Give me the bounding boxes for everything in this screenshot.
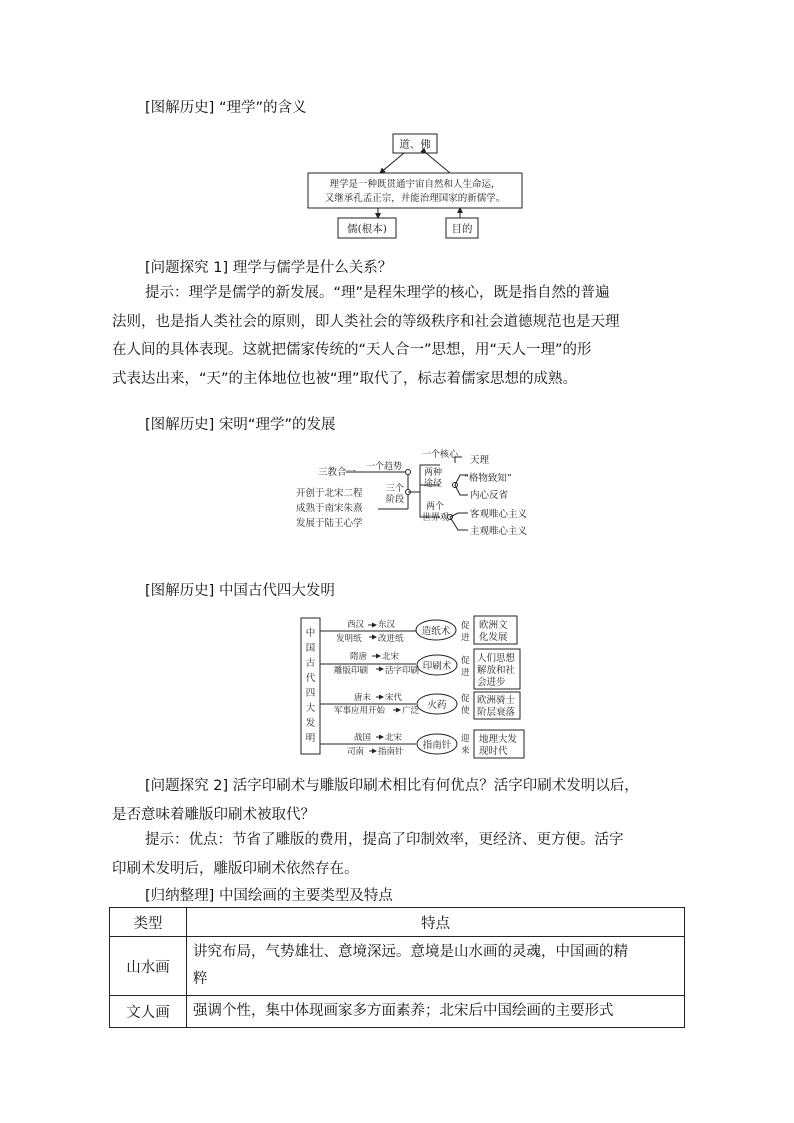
- root-line-3: 发展于陆王心学: [296, 518, 363, 529]
- stage-from: 司南: [347, 747, 365, 757]
- stage-from: 军事应用开始: [334, 706, 386, 716]
- invention-printing: 印刷术: [422, 661, 452, 672]
- verb-char: 使: [461, 706, 470, 716]
- text-dao-fo: 道、佛: [399, 138, 431, 151]
- section-tag: [归纳整理]: [145, 888, 215, 904]
- root-char: 古: [305, 658, 316, 669]
- cell-type: 文人画: [110, 996, 187, 1028]
- outcome-line: 阶层衰落: [477, 707, 516, 718]
- diagram-lixue-development: [290, 445, 550, 543]
- period-from: 隋唐: [350, 652, 368, 662]
- table-header-row: [110, 908, 685, 937]
- period-to: 北宋: [385, 733, 403, 743]
- outcome-line: 会进步: [477, 677, 506, 688]
- cell-type: 山水画: [110, 937, 187, 996]
- stage-from: 雕版印刷: [334, 666, 369, 676]
- question-2-line-2: 是否意味着雕版印刷术被取代？: [112, 806, 315, 823]
- root-sanjiaoheyi: 三教合一: [318, 467, 357, 478]
- value-neixin-fanxing: 内心反省: [470, 490, 509, 501]
- diagram-four-inventions: [298, 612, 530, 760]
- question-1: [145, 256, 392, 277]
- section-title: 中国古代四大发明: [218, 583, 335, 599]
- answer-1: [112, 279, 692, 393]
- definition-line-2: 又继承孔孟正宗，并能治理国家的新儒学。: [324, 193, 506, 204]
- period-to: 北宋: [382, 652, 400, 662]
- outcome-line: 化发展: [479, 632, 508, 643]
- text-goal: 目的: [451, 223, 473, 235]
- outcome-line: 人们思想: [477, 653, 516, 664]
- label-three-stages-1: 三个: [386, 484, 405, 494]
- table-row: [110, 937, 685, 996]
- stage-to: 活字印刷: [385, 666, 420, 676]
- root-char: 大: [305, 703, 316, 714]
- invention-papermaking: 造纸术: [421, 626, 451, 637]
- period-from: 西汉: [347, 620, 365, 630]
- root-line-2: 成熟于南宋朱熹: [296, 503, 363, 514]
- label-two-worldviews-1: 两个: [426, 502, 445, 512]
- stage-to: 指南针: [378, 747, 404, 757]
- outcome-line: 现时代: [479, 746, 508, 757]
- answer-1-line-3: 在人间的具体表现。这就把儒家传统的“天人合一”思想，用“天人一理”的形: [112, 342, 592, 358]
- period-from: 战国: [354, 733, 372, 743]
- label-one-core: 一个核心: [422, 450, 459, 460]
- answer-1-line-4: 式表达出来，“天”的主体地位也被“理”取代了，标志着儒家思想的成熟。: [112, 370, 578, 387]
- outcome-line: 欧洲骑士: [477, 695, 516, 706]
- cell-feature: 讲究布局，气势雄壮、意境深远。意境是山水画的灵魂，中国画的精 粹: [187, 937, 685, 996]
- header-type: 类型: [110, 908, 187, 937]
- label-two-worldviews-2: 世界观: [422, 513, 450, 523]
- period-to: 宋代: [385, 693, 403, 703]
- section-title: 中国绘画的主要类型及特点: [218, 888, 393, 904]
- stage-to: 广泛: [402, 706, 420, 716]
- question-2-line-1: [问题探究 2] 活字印刷术与雕版印刷术相比有何优点？活字印刷术发明以后，: [145, 778, 639, 794]
- cell-feature: 强调个性，集中体现画家多方面素养；北宋后中国绘画的主要形式: [187, 996, 685, 1028]
- label-two-ways-2: 途径: [424, 479, 443, 489]
- answer-1-line-2: 法则，也是指人类社会的原则，即人类社会的等级秩序和社会道德规范也是天理: [112, 313, 620, 330]
- section-title: 宋明“理学”的发展: [218, 417, 336, 433]
- diagram-lixue-meaning: [300, 128, 530, 243]
- value-gewu-zhizhi: “格物致知”: [464, 473, 512, 484]
- outcome-line: 欧洲文: [479, 620, 508, 631]
- verb-char: 来: [461, 746, 470, 756]
- label-one-trend: 一个趋势: [366, 462, 403, 472]
- question-text: 理学与儒学是什么关系？: [232, 260, 393, 276]
- root-char: 四: [305, 688, 316, 699]
- stage-from: 发明纸: [336, 634, 362, 644]
- header-feature: 特点: [187, 908, 685, 937]
- verb-char: 促: [461, 621, 470, 631]
- section-tag: [图解历史]: [145, 100, 215, 116]
- label-two-ways-1: 两种: [424, 468, 443, 478]
- answer-2: [112, 826, 692, 883]
- answer-2-line-2: 印刷术发明后，雕版印刷术依然存在。: [112, 860, 359, 877]
- root-line-1: 开创于北宋二程: [296, 488, 363, 499]
- invention-gunpowder: 火药: [427, 700, 447, 711]
- answer-1-line-1: 提示：理学是儒学的新发展。“理”是程朱理学的核心，既是指自然的普遍: [145, 285, 610, 301]
- root-char: 中: [305, 628, 316, 639]
- invention-compass: 指南针: [422, 740, 452, 751]
- definition-line-1: 理学是一种既贯通宇宙自然和人生命运，: [329, 179, 501, 190]
- verb-char: 促: [461, 656, 470, 666]
- table-row: [110, 996, 685, 1028]
- section-title: “理学”的含义: [218, 100, 307, 116]
- root-char: 明: [305, 733, 316, 744]
- root-char: 发: [305, 718, 316, 729]
- painting-types-table: [109, 907, 685, 1028]
- period-from: 唐末: [354, 693, 372, 703]
- stage-to: 改进纸: [378, 634, 404, 644]
- section-tag: [图解历史]: [145, 583, 215, 599]
- verb-char: 迎: [461, 734, 470, 744]
- question-2: [112, 772, 692, 829]
- period-to: 东汉: [378, 620, 396, 630]
- value-objective-idealism: 客观唯心主义: [470, 509, 528, 520]
- verb-char: 进: [461, 668, 470, 678]
- question-tag: [问题探究 1]: [145, 260, 229, 276]
- verb-char: 促: [461, 694, 470, 704]
- value-tianli: 天理: [470, 455, 490, 466]
- section-heading-3: [145, 579, 335, 600]
- text-ru-root: 儒(根本): [347, 223, 387, 235]
- section-heading-1: [145, 96, 306, 117]
- label-three-stages-2: 阶段: [386, 495, 405, 505]
- outcome-line: 解放和社: [477, 665, 516, 676]
- question-tag: [问题探究 2]: [145, 778, 229, 794]
- section-heading-2: [145, 413, 335, 434]
- answer-2-line-1: 提示：优点：节省了雕版的费用，提高了印制效率，更经济、更方便。活字: [145, 832, 624, 848]
- section-tag: [图解历史]: [145, 417, 215, 433]
- value-subjective-idealism: 主观唯心主义: [470, 526, 528, 537]
- outcome-line: 地理大发: [479, 734, 518, 745]
- verb-char: 进: [461, 633, 470, 643]
- root-char: 国: [305, 643, 316, 654]
- root-char: 代: [305, 673, 316, 684]
- section-heading-4: [145, 884, 393, 905]
